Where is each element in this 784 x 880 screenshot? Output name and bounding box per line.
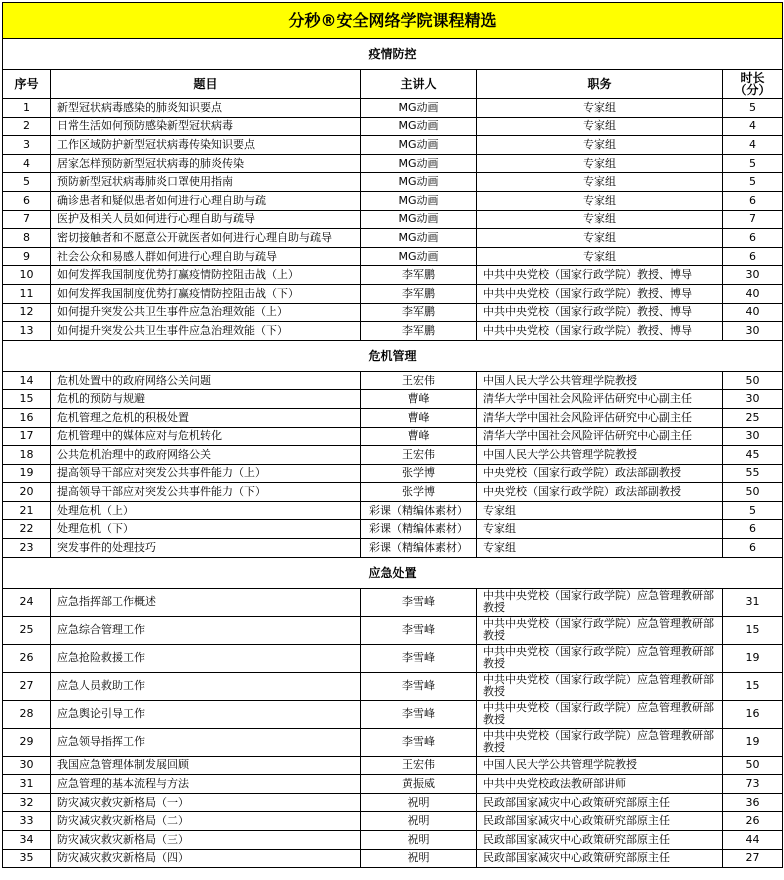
row-speaker: 王宏伟 — [361, 371, 477, 390]
header-topic: 题目 — [51, 70, 361, 99]
row-topic: 如何提升突发公共卫生事件应急治理效能（上） — [51, 303, 361, 322]
row-speaker: 曹峰 — [361, 390, 477, 409]
row-position: 专家组 — [477, 136, 723, 155]
row-position: 专家组 — [477, 229, 723, 248]
table-row — [3, 644, 783, 672]
header-position: 职务 — [477, 70, 723, 99]
row-speaker: 李军鹏 — [361, 303, 477, 322]
section-row — [3, 557, 783, 588]
row-position: 中共中央党校（国家行政学院）教授、博导 — [477, 266, 723, 285]
row-duration: 31 — [723, 588, 783, 616]
row-speaker: MG动画 — [361, 154, 477, 173]
section-title: 危机管理 — [3, 340, 783, 371]
table-row — [3, 371, 783, 390]
row-no: 4 — [3, 154, 51, 173]
row-duration: 27 — [723, 849, 783, 868]
header-row — [3, 70, 783, 99]
header-duration-line1: 时长 — [740, 71, 765, 85]
row-position: 中央党校（国家行政学院）政法部副教授 — [477, 464, 723, 483]
row-speaker: 张学博 — [361, 464, 477, 483]
row-position: 中共中央党校（国家行政学院）教授、博导 — [477, 322, 723, 341]
header-no: 序号 — [3, 70, 51, 99]
row-position: 民政部国家减灾中心政策研究部原主任 — [477, 793, 723, 812]
row-speaker: 李雪峰 — [361, 588, 477, 616]
row-topic: 应急舆论引导工作 — [51, 700, 361, 728]
row-duration: 7 — [723, 210, 783, 229]
table-row — [3, 464, 783, 483]
table-row — [3, 210, 783, 229]
table-row — [3, 483, 783, 502]
row-speaker: 祝明 — [361, 812, 477, 831]
row-duration: 4 — [723, 117, 783, 136]
row-position: 中共中央党校（国家行政学院）应急管理教研部教授 — [477, 672, 723, 700]
row-speaker: 李雪峰 — [361, 672, 477, 700]
row-duration: 25 — [723, 408, 783, 427]
row-topic: 防灾减灾救灾新格局（二） — [51, 812, 361, 831]
row-topic: 医护及相关人员如何进行心理自助与疏导 — [51, 210, 361, 229]
table-row — [3, 793, 783, 812]
row-no: 10 — [3, 266, 51, 285]
table-row — [3, 672, 783, 700]
row-no: 14 — [3, 371, 51, 390]
row-speaker: MG动画 — [361, 247, 477, 266]
row-no: 31 — [3, 775, 51, 794]
row-topic: 确诊患者和疑似患者如何进行心理自助与疏 — [51, 191, 361, 210]
row-topic: 应急人员救助工作 — [51, 672, 361, 700]
row-topic: 应急管理的基本流程与方法 — [51, 775, 361, 794]
row-speaker: 彩课（精编体素材） — [361, 539, 477, 558]
row-topic: 工作区域防护新型冠状病毒传染知识要点 — [51, 136, 361, 155]
row-speaker: 李雪峰 — [361, 616, 477, 644]
row-position: 中共中央党校（国家行政学院）应急管理教研部教授 — [477, 588, 723, 616]
row-duration: 15 — [723, 616, 783, 644]
row-duration: 5 — [723, 501, 783, 520]
row-position: 中共中央党校（国家行政学院）教授、博导 — [477, 303, 723, 322]
row-duration: 30 — [723, 390, 783, 409]
row-position: 中央党校（国家行政学院）政法部副教授 — [477, 483, 723, 502]
row-duration: 40 — [723, 303, 783, 322]
row-duration: 6 — [723, 191, 783, 210]
row-topic: 提高领导干部应对突发公共事件能力（上） — [51, 464, 361, 483]
row-no: 15 — [3, 390, 51, 409]
row-position: 民政部国家减灾中心政策研究部原主任 — [477, 849, 723, 868]
table-row — [3, 700, 783, 728]
table-row — [3, 501, 783, 520]
row-position: 中国人民大学公共管理学院教授 — [477, 371, 723, 390]
row-no: 32 — [3, 793, 51, 812]
row-topic: 提高领导干部应对突发公共事件能力（下） — [51, 483, 361, 502]
row-position: 专家组 — [477, 191, 723, 210]
row-no: 3 — [3, 136, 51, 155]
row-position: 清华大学中国社会风险评估研究中心副主任 — [477, 408, 723, 427]
row-duration: 5 — [723, 99, 783, 118]
row-topic: 社会公众和易感人群如何进行心理自助与疏导 — [51, 247, 361, 266]
row-speaker: MG动画 — [361, 99, 477, 118]
table-row — [3, 229, 783, 248]
header-duration-line2: （分） — [734, 83, 771, 97]
row-no: 11 — [3, 284, 51, 303]
course-table — [2, 2, 783, 868]
row-duration: 30 — [723, 427, 783, 446]
row-no: 16 — [3, 408, 51, 427]
row-speaker: 李雪峰 — [361, 728, 477, 756]
row-position: 专家组 — [477, 117, 723, 136]
row-speaker: 彩课（精编体素材） — [361, 520, 477, 539]
table-row — [3, 775, 783, 794]
row-topic: 新型冠状病毒感染的肺炎知识要点 — [51, 99, 361, 118]
row-topic: 如何提升突发公共卫生事件应急治理效能（下） — [51, 322, 361, 341]
row-topic: 应急抢险救援工作 — [51, 644, 361, 672]
table-row — [3, 191, 783, 210]
header-duration — [723, 70, 783, 99]
row-position: 中共中央党校（国家行政学院）应急管理教研部教授 — [477, 728, 723, 756]
row-speaker: 李雪峰 — [361, 644, 477, 672]
row-speaker: 王宏伟 — [361, 756, 477, 775]
row-no: 27 — [3, 672, 51, 700]
row-no: 5 — [3, 173, 51, 192]
row-speaker: 李军鹏 — [361, 266, 477, 285]
row-speaker: 黄振威 — [361, 775, 477, 794]
row-no: 12 — [3, 303, 51, 322]
row-no: 20 — [3, 483, 51, 502]
row-duration: 45 — [723, 446, 783, 465]
row-position: 专家组 — [477, 247, 723, 266]
row-duration: 50 — [723, 371, 783, 390]
header-speaker: 主讲人 — [361, 70, 477, 99]
row-duration: 5 — [723, 154, 783, 173]
row-topic: 危机的预防与规避 — [51, 390, 361, 409]
row-position: 专家组 — [477, 501, 723, 520]
row-no: 35 — [3, 849, 51, 868]
row-speaker: 祝明 — [361, 831, 477, 850]
row-topic: 防灾减灾救灾新格局（四） — [51, 849, 361, 868]
row-no: 34 — [3, 831, 51, 850]
row-duration: 4 — [723, 136, 783, 155]
row-position: 中共中央党校（国家行政学院）应急管理教研部教授 — [477, 616, 723, 644]
row-no: 29 — [3, 728, 51, 756]
row-position: 中共中央党校（国家行政学院）应急管理教研部教授 — [477, 644, 723, 672]
row-topic: 危机管理中的媒体应对与危机转化 — [51, 427, 361, 446]
table-row — [3, 136, 783, 155]
row-position: 清华大学中国社会风险评估研究中心副主任 — [477, 427, 723, 446]
row-speaker: 李军鹏 — [361, 284, 477, 303]
row-duration: 30 — [723, 266, 783, 285]
row-no: 8 — [3, 229, 51, 248]
row-position: 中国人民大学公共管理学院教授 — [477, 756, 723, 775]
row-speaker: MG动画 — [361, 136, 477, 155]
table-row — [3, 266, 783, 285]
row-duration: 30 — [723, 322, 783, 341]
row-topic: 处理危机（下） — [51, 520, 361, 539]
table-row — [3, 446, 783, 465]
row-no: 18 — [3, 446, 51, 465]
row-duration: 26 — [723, 812, 783, 831]
row-duration: 6 — [723, 229, 783, 248]
row-duration: 6 — [723, 520, 783, 539]
row-duration: 6 — [723, 539, 783, 558]
row-duration: 50 — [723, 756, 783, 775]
table-row — [3, 408, 783, 427]
row-duration: 19 — [723, 644, 783, 672]
section-row — [3, 340, 783, 371]
row-speaker: 祝明 — [361, 849, 477, 868]
row-topic: 突发事件的处理技巧 — [51, 539, 361, 558]
row-no: 17 — [3, 427, 51, 446]
row-no: 28 — [3, 700, 51, 728]
row-position: 民政部国家减灾中心政策研究部原主任 — [477, 831, 723, 850]
row-topic: 日常生活如何预防感染新型冠状病毒 — [51, 117, 361, 136]
row-topic: 危机管理之危机的积极处置 — [51, 408, 361, 427]
row-position: 专家组 — [477, 154, 723, 173]
row-no: 19 — [3, 464, 51, 483]
table-row — [3, 390, 783, 409]
row-position: 专家组 — [477, 210, 723, 229]
table-row — [3, 173, 783, 192]
row-no: 1 — [3, 99, 51, 118]
row-speaker: MG动画 — [361, 117, 477, 136]
row-position: 民政部国家减灾中心政策研究部原主任 — [477, 812, 723, 831]
row-speaker: MG动画 — [361, 191, 477, 210]
table-row — [3, 284, 783, 303]
row-topic: 处理危机（上） — [51, 501, 361, 520]
table-row — [3, 728, 783, 756]
row-speaker: 王宏伟 — [361, 446, 477, 465]
table-row — [3, 849, 783, 868]
row-topic: 应急领导指挥工作 — [51, 728, 361, 756]
row-duration: 73 — [723, 775, 783, 794]
table-row — [3, 539, 783, 558]
row-duration: 55 — [723, 464, 783, 483]
row-speaker: 李雪峰 — [361, 700, 477, 728]
row-duration: 36 — [723, 793, 783, 812]
row-topic: 预防新型冠状病毒肺炎口罩使用指南 — [51, 173, 361, 192]
row-topic: 密切接触者和不愿意公开就医者如何进行心理自助与疏导 — [51, 229, 361, 248]
row-speaker: 张学博 — [361, 483, 477, 502]
table-row — [3, 427, 783, 446]
row-speaker: 彩课（精编体素材） — [361, 501, 477, 520]
row-topic: 如何发挥我国制度优势打赢疫情防控阻击战（下） — [51, 284, 361, 303]
section-title: 疫情防控 — [3, 39, 783, 70]
table-row — [3, 756, 783, 775]
section-title: 应急处置 — [3, 557, 783, 588]
row-no: 7 — [3, 210, 51, 229]
table-row — [3, 616, 783, 644]
row-position: 专家组 — [477, 173, 723, 192]
table-row — [3, 117, 783, 136]
row-no: 30 — [3, 756, 51, 775]
table-row — [3, 588, 783, 616]
row-duration: 19 — [723, 728, 783, 756]
table-row — [3, 520, 783, 539]
row-position: 专家组 — [477, 99, 723, 118]
row-speaker: MG动画 — [361, 229, 477, 248]
row-topic: 防灾减灾救灾新格局（三） — [51, 831, 361, 850]
row-no: 23 — [3, 539, 51, 558]
row-topic: 应急综合管理工作 — [51, 616, 361, 644]
row-no: 6 — [3, 191, 51, 210]
row-no: 22 — [3, 520, 51, 539]
table-row — [3, 812, 783, 831]
row-speaker: 曹峰 — [361, 408, 477, 427]
row-position: 专家组 — [477, 539, 723, 558]
row-no: 33 — [3, 812, 51, 831]
row-position: 中共中央党校（国家行政学院）教授、博导 — [477, 284, 723, 303]
row-topic: 应急指挥部工作概述 — [51, 588, 361, 616]
row-duration: 16 — [723, 700, 783, 728]
row-speaker: 曹峰 — [361, 427, 477, 446]
row-duration: 5 — [723, 173, 783, 192]
row-no: 13 — [3, 322, 51, 341]
row-position: 中共中央党校（国家行政学院）应急管理教研部教授 — [477, 700, 723, 728]
table-row — [3, 154, 783, 173]
row-no: 24 — [3, 588, 51, 616]
row-duration: 40 — [723, 284, 783, 303]
row-topic: 公共危机治理中的政府网络公关 — [51, 446, 361, 465]
row-topic: 居家怎样预防新型冠状病毒的肺炎传染 — [51, 154, 361, 173]
row-duration: 6 — [723, 247, 783, 266]
row-duration: 15 — [723, 672, 783, 700]
row-speaker: 李军鹏 — [361, 322, 477, 341]
table-row — [3, 831, 783, 850]
row-topic: 危机处置中的政府网络公关问题 — [51, 371, 361, 390]
table-row — [3, 247, 783, 266]
row-no: 25 — [3, 616, 51, 644]
row-no: 2 — [3, 117, 51, 136]
table-row — [3, 322, 783, 341]
row-duration: 44 — [723, 831, 783, 850]
table-row — [3, 99, 783, 118]
row-duration: 50 — [723, 483, 783, 502]
row-no: 26 — [3, 644, 51, 672]
row-position: 清华大学中国社会风险评估研究中心副主任 — [477, 390, 723, 409]
table-row — [3, 303, 783, 322]
row-position: 中国人民大学公共管理学院教授 — [477, 446, 723, 465]
row-speaker: MG动画 — [361, 173, 477, 192]
row-topic: 如何发挥我国制度优势打赢疫情防控阻击战（上） — [51, 266, 361, 285]
section-row — [3, 39, 783, 70]
row-speaker: MG动画 — [361, 210, 477, 229]
row-position: 专家组 — [477, 520, 723, 539]
row-no: 21 — [3, 501, 51, 520]
row-no: 9 — [3, 247, 51, 266]
row-topic: 防灾减灾救灾新格局（一） — [51, 793, 361, 812]
row-position: 中共中央党校政法教研部讲师 — [477, 775, 723, 794]
row-speaker: 祝明 — [361, 793, 477, 812]
row-topic: 我国应急管理体制发展回顾 — [51, 756, 361, 775]
banner-title: 分秒®安全网络学院课程精选 — [3, 3, 783, 39]
